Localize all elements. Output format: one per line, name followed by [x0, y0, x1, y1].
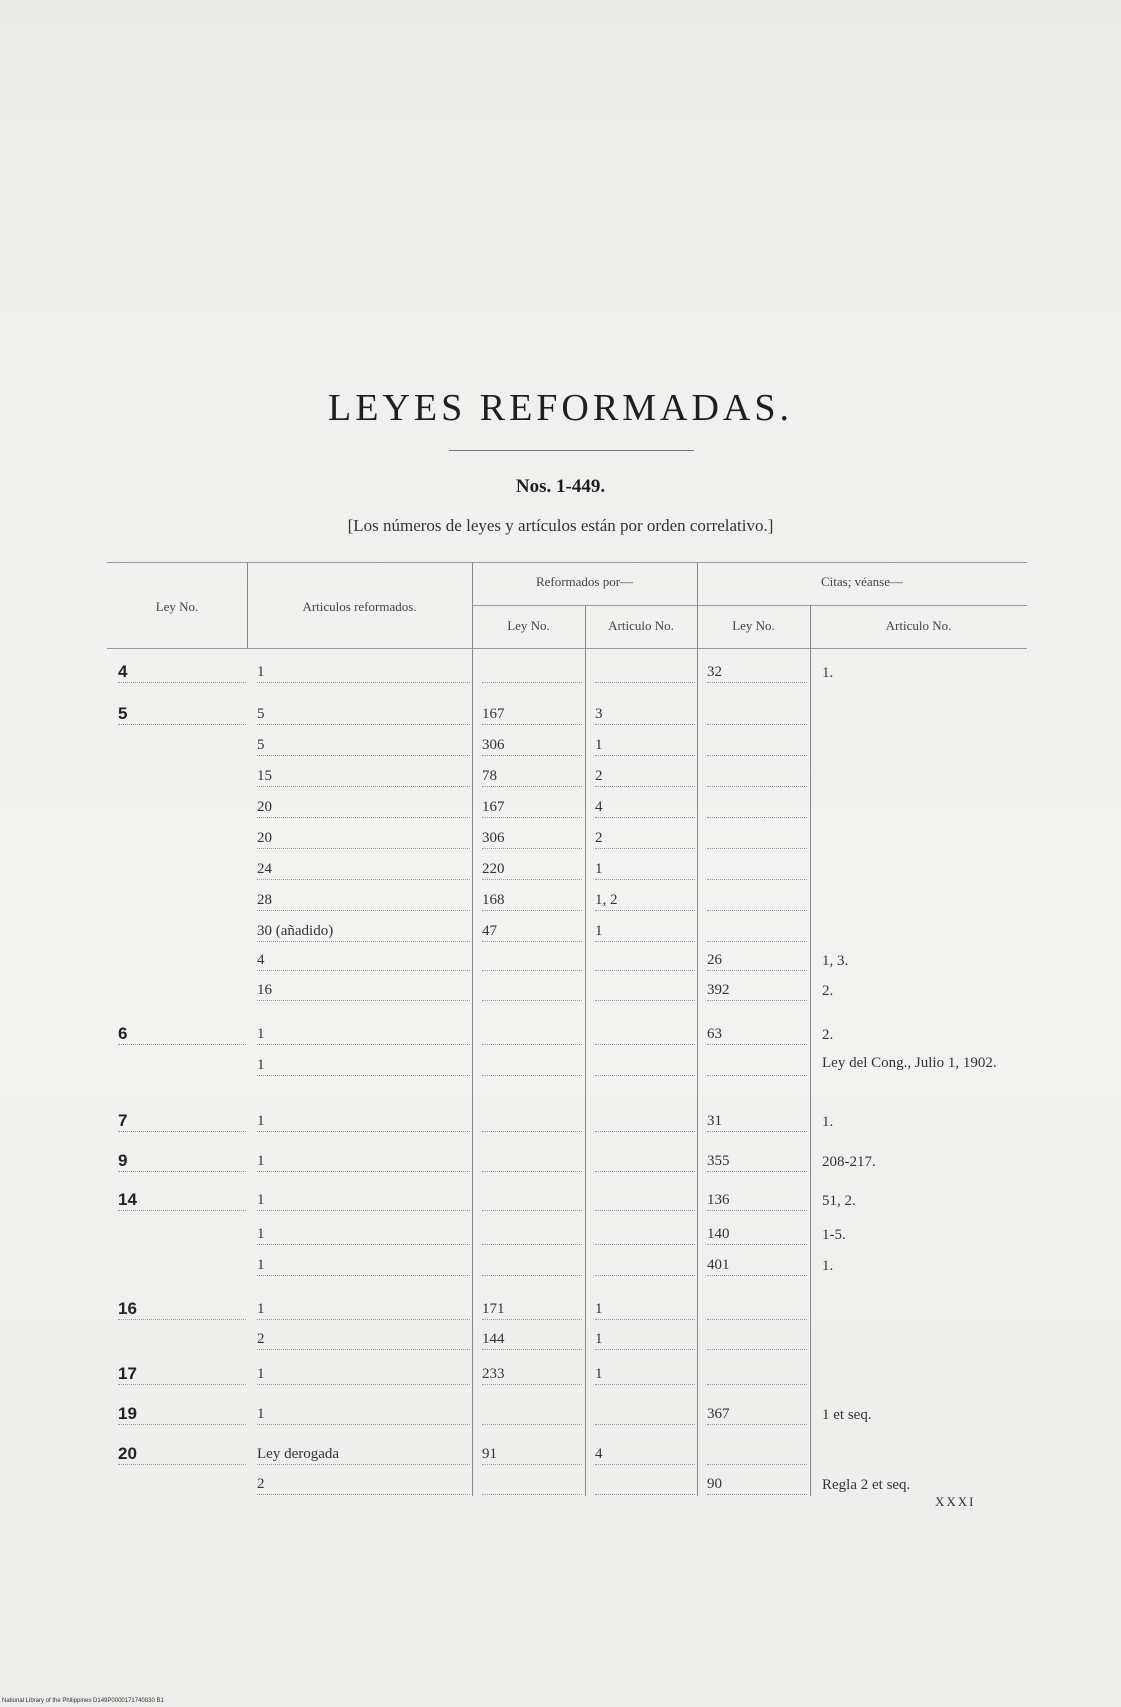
cell-ref-ley: 47	[482, 921, 582, 942]
cell-ref-ley	[482, 1055, 582, 1076]
cell-art: 5	[257, 735, 470, 756]
cell-cit-art	[822, 921, 1022, 943]
cell-ref-art: 1	[595, 1329, 695, 1350]
cell-cit-art	[822, 828, 1022, 850]
header-ref-ley-no: Ley No.	[507, 618, 550, 633]
cell-cit-ley	[707, 859, 807, 880]
header-bottom-rule	[107, 648, 1027, 649]
cell-cit-art	[822, 1299, 1022, 1321]
cell-ref-art: 1	[595, 921, 695, 942]
cell-ref-ley: 168	[482, 890, 582, 911]
page-title: LEYES REFORMADAS.	[328, 387, 793, 429]
page-number: XXXI	[935, 1494, 976, 1509]
cell-cit-ley	[707, 704, 807, 725]
cell-ref-ley	[482, 1151, 582, 1172]
cell-art: 1	[257, 1299, 470, 1320]
cell-cit-art: 208-217.	[822, 1154, 876, 1170]
cell-cit-ley: 140	[707, 1224, 807, 1245]
cell-art: Ley derogada	[257, 1444, 470, 1465]
cell-cit-ley: 32	[707, 662, 807, 683]
cell-ref-art: 3	[595, 704, 695, 725]
cell-art: 5	[257, 704, 470, 725]
table-top-rule	[107, 562, 1027, 563]
cell-cit-ley	[707, 890, 807, 911]
cell-ref-ley: 220	[482, 859, 582, 880]
header-cit-ley-no: Ley No.	[732, 618, 775, 633]
header-reformados-por: Reformados por—	[535, 574, 634, 589]
cell-ref-art	[595, 662, 695, 683]
cell-ref-ley: 306	[482, 735, 582, 756]
scan-footer: National Library of the Philippines D149P0000171740030 B1	[2, 1698, 164, 1704]
cell-ref-ley	[482, 1190, 582, 1211]
cell-cit-art	[822, 1329, 1022, 1351]
cell-ley: 14	[118, 1190, 246, 1211]
cell-ley: 9	[118, 1151, 246, 1172]
cell-ref-art: 1	[595, 1364, 695, 1385]
cell-ref-art: 4	[595, 797, 695, 818]
cell-cit-art: 1, 3.	[822, 953, 849, 969]
cell-cit-ley: 90	[707, 1474, 807, 1495]
cell-art: 4	[257, 950, 470, 971]
cell-ref-art: 1	[595, 1299, 695, 1320]
column-divider	[472, 562, 473, 1496]
cell-cit-ley	[707, 1329, 807, 1350]
cell-ref-ley: 91	[482, 1444, 582, 1465]
header-articulos-reformados: Articulos reformados.	[302, 599, 417, 614]
cell-art: 16	[257, 980, 470, 1001]
cell-art: 20	[257, 828, 470, 849]
cell-ref-ley	[482, 1111, 582, 1132]
header-ley-no: Ley No.	[155, 599, 199, 614]
page-note: [Los números de leyes y artículos están por orden correlativo.]	[347, 516, 774, 535]
cell-cit-art: Regla 2 et seq.	[822, 1477, 911, 1493]
cell-ley: 19	[118, 1404, 246, 1425]
cell-ref-art	[595, 1255, 695, 1276]
cell-art: 1	[257, 1255, 470, 1276]
cell-ref-ley	[482, 662, 582, 683]
cell-cit-ley: 63	[707, 1024, 807, 1045]
cell-ref-ley	[482, 1224, 582, 1245]
cell-cit-ley	[707, 766, 807, 787]
cell-ref-ley: 306	[482, 828, 582, 849]
cell-ref-ley: 144	[482, 1329, 582, 1350]
cell-cit-ley	[707, 797, 807, 818]
cell-cit-ley	[707, 921, 807, 942]
cell-cit-art	[822, 735, 1022, 757]
cell-cit-art: 2.	[822, 1027, 834, 1043]
cell-art: 1	[257, 1111, 470, 1132]
cell-cit-ley	[707, 1364, 807, 1385]
cell-art: 28	[257, 890, 470, 911]
cell-cit-art	[822, 859, 1022, 881]
cell-art: 1	[257, 1024, 470, 1045]
cell-art: 24	[257, 859, 470, 880]
cell-ref-art: 2	[595, 766, 695, 787]
cell-art: 1	[257, 1364, 470, 1385]
cell-ref-ley	[482, 1404, 582, 1425]
cell-cit-art: Ley del Cong., Julio 1, 1902.	[822, 1055, 997, 1071]
cell-ref-ley: 233	[482, 1364, 582, 1385]
cell-ref-art	[595, 1024, 695, 1045]
cell-cit-art: 1 et seq.	[822, 1407, 872, 1423]
cell-art: 1	[257, 1055, 470, 1076]
cell-ref-ley	[482, 950, 582, 971]
cell-cit-ley: 392	[707, 980, 807, 1001]
subheader-rule	[472, 605, 1027, 606]
cell-ref-art	[595, 1111, 695, 1132]
cell-cit-ley	[707, 1055, 807, 1076]
cell-cit-ley: 31	[707, 1111, 807, 1132]
cell-ref-ley	[482, 1474, 582, 1495]
cell-ref-ley: 167	[482, 797, 582, 818]
column-divider	[810, 605, 811, 1496]
cell-art: 1	[257, 1224, 470, 1245]
page-subtitle: Nos. 1-449.	[515, 476, 606, 497]
cell-ref-art	[595, 1151, 695, 1172]
cell-ref-art: 4	[595, 1444, 695, 1465]
cell-cit-art	[822, 704, 1022, 726]
header-ref-articulo-no: Articulo No.	[608, 618, 674, 633]
cell-ref-art	[595, 1404, 695, 1425]
column-divider	[697, 562, 698, 1496]
cell-cit-art	[822, 797, 1022, 819]
cell-cit-ley	[707, 1444, 807, 1465]
cell-ley: 16	[118, 1299, 246, 1320]
cell-ref-art: 1	[595, 735, 695, 756]
cell-art: 20	[257, 797, 470, 818]
cell-ley: 4	[118, 662, 246, 683]
cell-art: 1	[257, 1190, 470, 1211]
cell-ref-ley: 171	[482, 1299, 582, 1320]
cell-cit-art: 1.	[822, 665, 834, 681]
cell-art: 2	[257, 1329, 470, 1350]
cell-ref-art: 1, 2	[595, 890, 695, 911]
cell-cit-art: 1-5.	[822, 1227, 846, 1243]
cell-ley: 20	[118, 1444, 246, 1465]
cell-ref-art	[595, 1224, 695, 1245]
cell-cit-ley: 401	[707, 1255, 807, 1276]
cell-art: 30 (añadido)	[257, 921, 470, 942]
cell-cit-ley: 136	[707, 1190, 807, 1211]
cell-cit-ley: 367	[707, 1404, 807, 1425]
cell-cit-art: 1.	[822, 1114, 834, 1130]
cell-cit-art	[822, 766, 1022, 788]
cell-art: 1	[257, 1404, 470, 1425]
cell-cit-ley: 26	[707, 950, 807, 971]
cell-ref-art: 1	[595, 859, 695, 880]
cell-ref-ley	[482, 1255, 582, 1276]
cell-ref-ley: 78	[482, 766, 582, 787]
cell-ref-art	[595, 1055, 695, 1076]
cell-cit-ley: 355	[707, 1151, 807, 1172]
column-divider	[585, 605, 586, 1496]
cell-ref-art: 2	[595, 828, 695, 849]
cell-art: 1	[257, 1151, 470, 1172]
header-citas: Citas; véanse—	[821, 574, 903, 589]
cell-cit-art	[822, 890, 1022, 912]
cell-art: 2	[257, 1474, 470, 1495]
cell-ley: 7	[118, 1111, 246, 1132]
cell-ref-art	[595, 1474, 695, 1495]
header-cit-articulo-no: Articulo No.	[885, 618, 952, 633]
cell-ref-art	[595, 980, 695, 1001]
cell-art: 15	[257, 766, 470, 787]
cell-cit-ley	[707, 1299, 807, 1320]
cell-cit-art: 1.	[822, 1258, 834, 1274]
cell-cit-art	[822, 1444, 1022, 1466]
cell-ley: 6	[118, 1024, 246, 1045]
cell-ref-ley	[482, 980, 582, 1001]
cell-cit-ley	[707, 828, 807, 849]
cell-cit-art	[822, 1364, 1022, 1386]
cell-cit-ley	[707, 735, 807, 756]
cell-cit-art: 51, 2.	[822, 1193, 856, 1209]
cell-ref-art	[595, 1190, 695, 1211]
cell-ref-ley: 167	[482, 704, 582, 725]
cell-ref-ley	[482, 1024, 582, 1045]
cell-ref-art	[595, 950, 695, 971]
cell-cit-art: 2.	[822, 983, 834, 999]
cell-art: 1	[257, 662, 470, 683]
cell-ley: 5	[118, 704, 246, 725]
cell-ley: 17	[118, 1364, 246, 1385]
